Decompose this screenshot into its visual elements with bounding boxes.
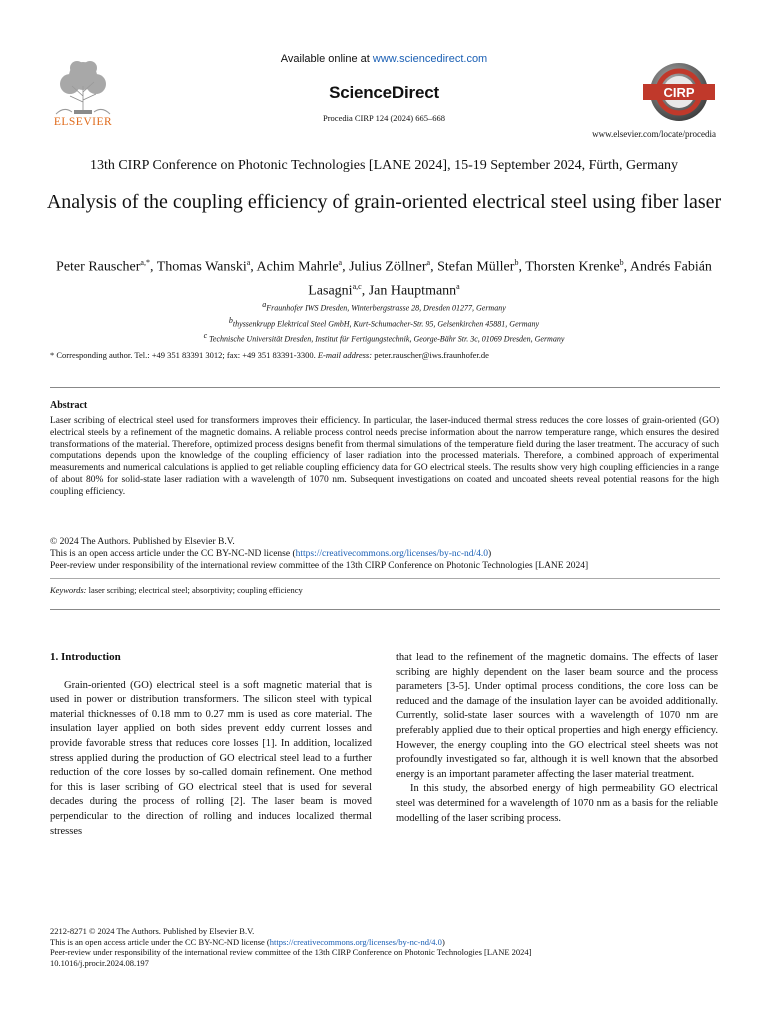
right-column <box>396 651 718 826</box>
divider <box>50 609 720 610</box>
affiliation: $^b$thyssenkrupp Elektrical Steel GmbH, Kurt-Schumacher-Str. 95, Gelsenkirchen 45881, Germany <box>228 315 540 329</box>
abstract-text: Laser scribing of electrical steel used for transformers improves their efficiency. In particular, the laser-induced thermal stress reduces the core losses of grain-oriented (GO) electrical steels by a refinement of the magnetic domains. A reliable process control needs precise information about the narrow temperature range, which ensures the desired transformations of the material. Therefore, optimized process designs benefit from thermal simulations of the temperature field during the laser treatment. The accuracy of such computations depends upon the knowledge of the coupling efficiency of laser radiation into the processed materials. Therefore, a combined approach of experimental measurements and numerical calculations is applied to get reliable coupling efficiency data for GO electrical steels. The results show very high coupling efficiencies in a range of about 80% for solid-state laser radiation with a wavelength of 1070 nm. Subsequent investigations on coated and uncoated sheets reveal potential reasons for the high coupling efficiency. <box>50 416 719 497</box>
author: Thomas Wanski <box>156 259 247 275</box>
keywords: Keywords: laser scribing; electrical steel; absorptivity; coupling efficiency <box>50 585 303 595</box>
corresponding-author: * Corresponding author. Tel.: +49 351 83391 3012; fax: +49 351 83391-3300. E-mail address: peter.rauscher@iws.fraunhofer.de <box>50 350 489 360</box>
email-address: peter.rauscher@iws.fraunhofer.de <box>372 350 489 360</box>
author: Julius Zöllner <box>349 259 427 275</box>
paragraph: In this study, the absorbed energy of high permeability GO electrical steel was determined for a wavelength of 1070 nm as a basis for the reliable modelling of the laser scribing process. <box>396 783 718 824</box>
cirp-logo <box>637 62 721 122</box>
paragraph: Grain-oriented (GO) electrical steel is a soft magnetic material that is used in power or distribution transformers. The silicon steel with typical material thicknesses of 0.18 mm to 0.27 mm is used as core material. The insulation layer applied on both sides prevent eddy current losses and provide favorable stress that reduces core losses [1]. In addition, localized stress applied during the production of GO electrical steel lead to a further reduction of the core losses by so-called domain refinement. One method for this is laser scribing of GO electrical steel that is used for several decades during the process of rolling [2]. The laser beam is moved perpendicular to the direction of rolling and induces localized thermal stresses <box>50 679 372 837</box>
paragraph: that lead to the refinement of the magnetic domains. The effects of laser scribing are highly dependent on the laser beam source and the process parameters [3-5]. Under optimal process conditions, the core loss can be reduced and the damage of the insulation layer can be avoided additionally. Currently, solid-state laser sources with a wavelength of 1070 nm are preferably applied due to their optical properties and high energy efficiency. However, the energy coupling into the GO electrical steel sheets was not profoundly investigated so far, although it is well known that the absorbed energy is an important parameter affecting the laser material treatment. <box>396 652 718 780</box>
author: Peter Rauscher <box>56 259 141 275</box>
abstract-heading: Abstract <box>50 400 88 411</box>
author: Thorsten Krenke <box>525 259 620 275</box>
left-column <box>50 650 372 839</box>
divider <box>50 578 720 579</box>
doi: 10.1016/j.procir.2024.08.197 <box>50 957 149 968</box>
sciencedirect-link[interactable]: www.sciencedirect.com <box>372 53 488 65</box>
sciencedirect-brand: ScienceDirect <box>329 83 439 102</box>
section-heading: 1. Introduction <box>50 651 121 663</box>
author: Jan Hauptmann <box>368 283 457 299</box>
author: Stefan Müller <box>437 259 515 275</box>
affiliation: $^c$ Technische Universität Dresden, Institut für Fertigungstechnik, George-Bähr Str. 3c, 01069 Dresden, Germany <box>203 331 565 344</box>
svg-text:CIRP: CIRP <box>663 85 695 100</box>
footer-license-link[interactable]: https://creativecommons.org/licenses/by-nc-nd/4.0 <box>269 936 442 947</box>
divider <box>50 387 720 388</box>
affiliation: $^a$Fraunhofer IWS Dresden, Winterbergstrasse 28, Dresden 01277, Germany <box>262 300 506 313</box>
paper-title: Analysis of the coupling efficiency of grain-oriented electrical steel using fiber laser <box>46 191 722 213</box>
available-online: Available online at www.sciencedirect.com <box>280 53 488 65</box>
author: Achim Mahrle <box>256 259 339 275</box>
author: Andrés Fabián Lasagni <box>308 259 712 299</box>
license-link[interactable]: https://creativecommons.org/licenses/by-nc-nd/4.0 <box>295 548 489 559</box>
procedia-website: www.elsevier.com/locate/procedia <box>592 129 716 139</box>
affiliations <box>0 299 768 346</box>
footer: 2212-8271 © 2024 The Authors. Published by Elsevier B.V. This is an open access article under the CC BY-NC-ND license (https://creativecommons.org/licenses/by-nc-nd/4.0) Peer-review under responsibility of the international review committee of the 13th CIRP Conference on Photonic Technologies [LANE 2024] 10.1016/j.procir.2024.08.197 <box>50 926 532 968</box>
elsevier-wordmark: ELSEVIER <box>53 116 113 128</box>
license-block: © 2024 The Authors. Published by Elsevier B.V. This is an open access article under the CC BY-NC-ND license (https://creativecommons.org/licenses/by-nc-nd/4.0) Peer-review under responsibility of the international review committee of the 13th CIRP Conference on Photonic Technologies [LANE 2024] <box>50 537 589 571</box>
author-list: Peter Rauscher$^{a,*}$, Thomas Wanski$^a$, Achim Mahrle$^a$, Julius Zöllner$^a$, Stefan Müller$^b$, Thorsten Krenke$^b$, Andrés Fabián Lasagni$^{a,c}$, Jan Hauptmann$^a$ <box>56 258 712 299</box>
journal-reference: Procedia CIRP 124 (2024) 665–668 <box>323 113 445 123</box>
conference-line: 13th CIRP Conference on Photonic Technologies [LANE 2024], 15-19 September 2024, Fürth, Germany <box>89 158 679 173</box>
